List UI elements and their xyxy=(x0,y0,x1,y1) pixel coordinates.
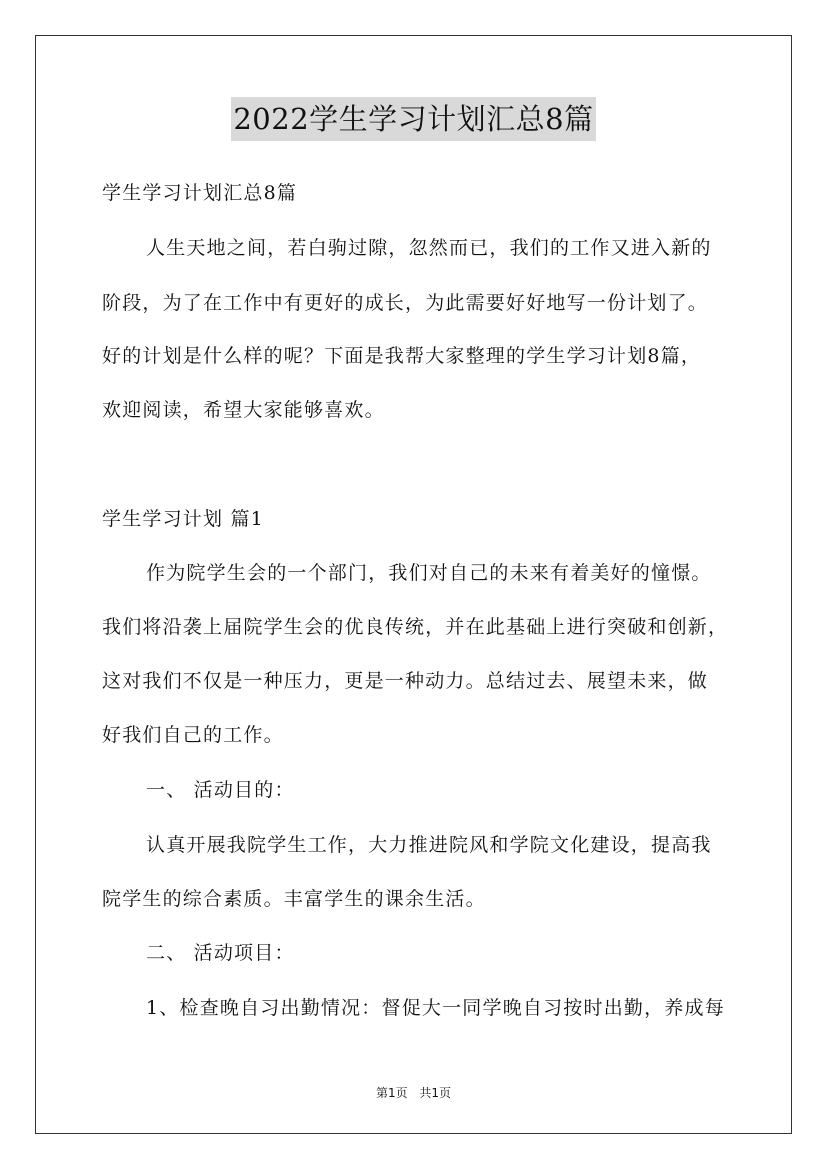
page-footer xyxy=(0,1084,827,1101)
document-subtitle: 学生学习计划汇总8篇 xyxy=(102,182,298,204)
item2-heading: 二、 活动项目： xyxy=(146,942,295,964)
document-title: 2022学生学习计划汇总8篇 xyxy=(231,97,595,141)
title-container xyxy=(0,97,827,141)
page-number: 第1页 xyxy=(375,1086,408,1100)
intro-line-2: 阶段，为了在工作中有更好的成长，为此需要好好地写一份计划了。 xyxy=(102,292,709,314)
item1-heading: 一、 活动目的： xyxy=(146,779,295,801)
intro-line-1: 人生天地之间，若白驹过隙，忽然而已，我们的工作又进入新的 xyxy=(146,237,712,259)
section-paragraph-line-2: 我们将沿袭上届院学生会的优良传统，并在此基础上进行突破和创新， xyxy=(102,616,729,638)
section-heading: 学生学习计划 篇1 xyxy=(102,508,264,530)
intro-line-4: 欢迎阅读，希望大家能够喜欢。 xyxy=(102,399,385,421)
item1-paragraph-line-2: 院学生的综合素质。丰富学生的课余生活。 xyxy=(102,888,486,910)
section-paragraph-line-3: 这对我们不仅是一种压力，更是一种动力。总结过去、展望未来，做 xyxy=(102,670,709,692)
item1-paragraph-line-1: 认真开展我院学生工作，大力推进院风和学院文化建设，提高我 xyxy=(146,834,712,856)
section-paragraph-line-4: 好我们自己的工作。 xyxy=(102,724,284,746)
intro-line-3: 好的计划是什么样的呢？下面是我帮大家整理的学生学习计划8篇， xyxy=(102,345,702,367)
item2-paragraph-line-1: 1、检查晚自习出勤情况：督促大一同学晚自习按时出勤，养成每 xyxy=(146,997,725,1019)
page-total: 共1页 xyxy=(419,1086,452,1100)
section-paragraph-line-1: 作为院学生会的一个部门，我们对自己的未来有着美好的憧憬。 xyxy=(146,562,712,584)
